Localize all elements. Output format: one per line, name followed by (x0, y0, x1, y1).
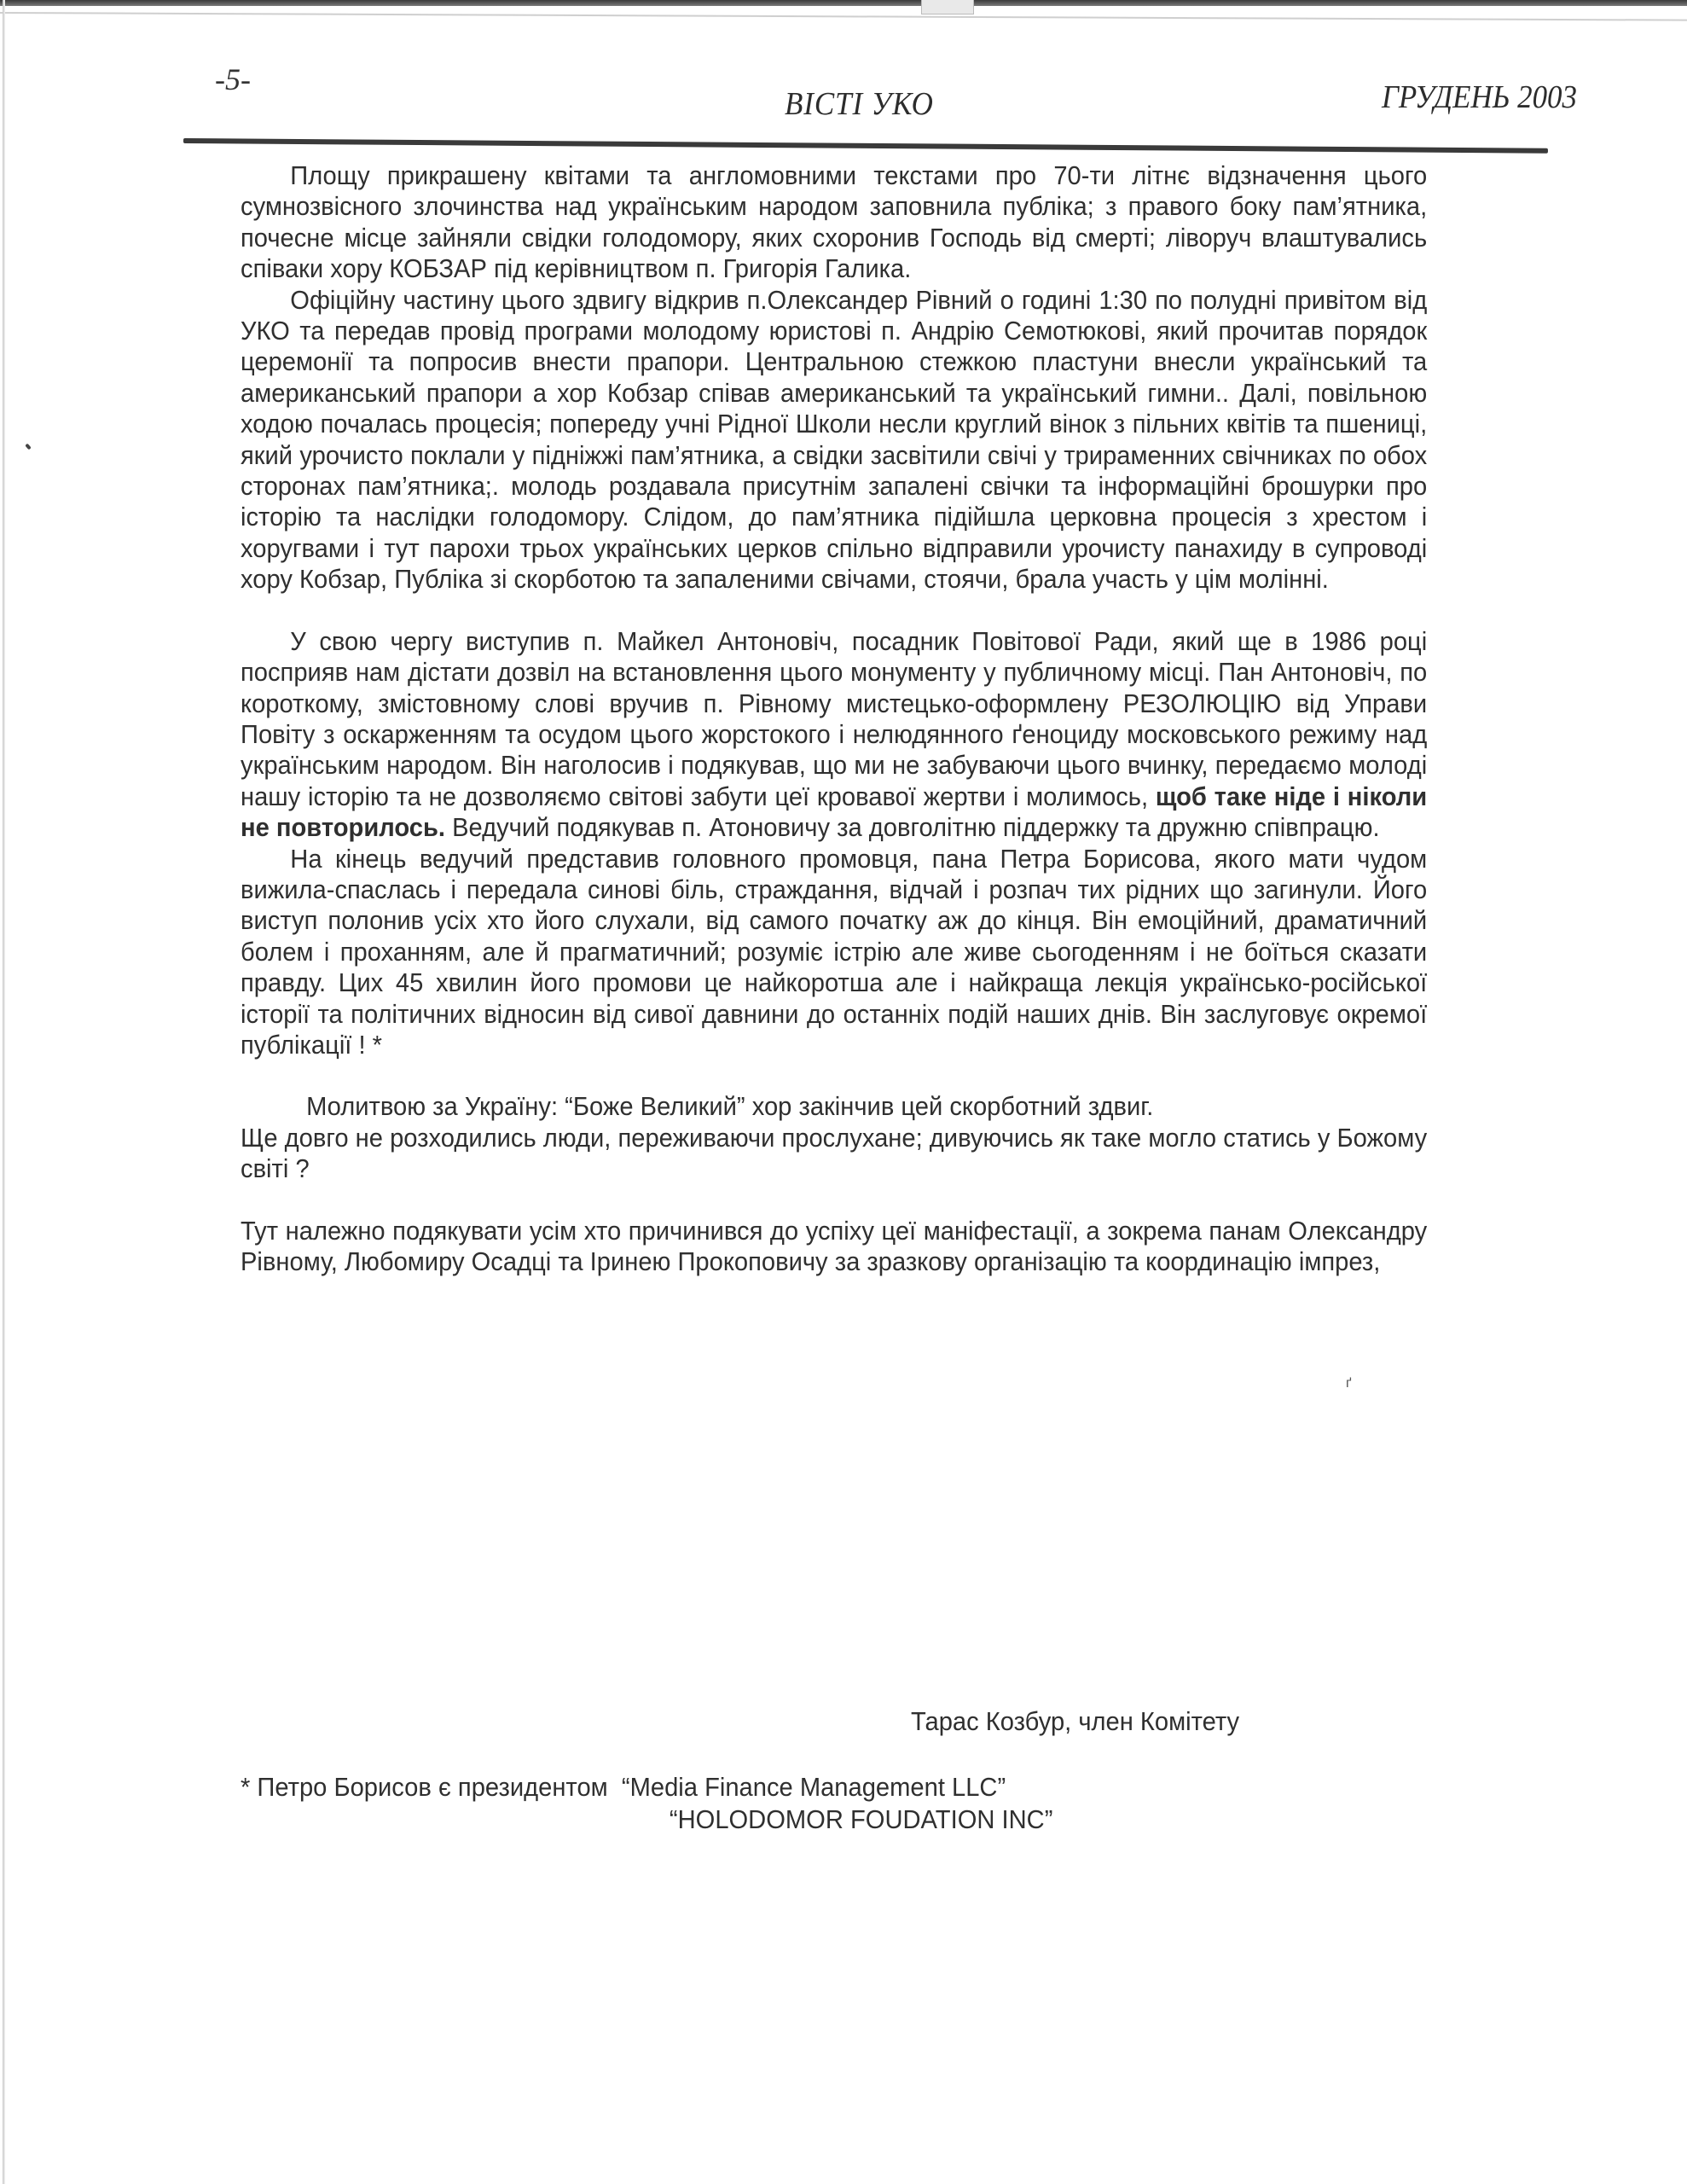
footnote (241, 1771, 1052, 1836)
paragraph-1: Площу прикрашену квітами та англомовними текстами про 70-ти літнє відзначення цього сумнозвісного злочинства над українським народом заповнила публіка; з правого боку пам’ятника, почесне місце зайняли свідки голодомору, яких схоронив Господь від смерті; ліворуч влаштувались співаки хору КОБЗАР під керівництвом п. Григорія Галика. (241, 160, 1428, 284)
header-rule (183, 138, 1548, 154)
paragraph-3-bold: щоб таке ніде і ніколи не повторилось. (241, 781, 1428, 843)
paragraph-3-tail: Ведучий подякував п. Атоновичу за довголітню піддержку та дружню співпрацю. (452, 812, 1380, 843)
footnote-line-1 (241, 1771, 1052, 1804)
tape-mark (921, 0, 974, 15)
article-body (241, 160, 1427, 1277)
footnote-company-2: “HOLODOMOR FOUDATION INC” (669, 1804, 1053, 1834)
scan-edge-line (0, 12, 1687, 21)
paragraph-4: На кінець ведучий представив головного промовця, пана Петра Борисова, якого мати чудом вижила-спаслась і передала синові біль, страждання, відчай і розпач тих рідних що загинули. Його виступ полонив усіх хто його слухали, від самого початку аж до кінця. Він емоційний, драматичний болем і проханням, але й прагматичний; розуміє істрію але живе сьогоденням і не боїться сказати правду. Цих 45 хвилин його промови це найкоротша але і найкраща лекція українсько-російської історії та політичних відносин від сивої давнини до останніх подій наших днів. Він заслуговує окремої публікації ! * (241, 843, 1428, 1060)
scan-edge-top (0, 0, 1687, 6)
footnote-prefix: * Петро Борисов є президентом (241, 1772, 608, 1802)
paragraph-3 (241, 626, 1427, 844)
footnote-line-2 (241, 1804, 1052, 1836)
paragraph-3-text: У свою чергу виступив п. Майкел Антоновіч, посадник Повітової Ради, який ще в 1986 році посприяв нам дістати дозвіл на встановлення цього монументу у публичному місці. Пан Антоновіч, по короткому, змістовному слові вручив п. Рівному мистецько-оформлену РЕЗОЛЮЦІЮ від Управи Повіту з оскарженням та осудом цього жорстокого і нелюдянного ґеноциду московського режиму над українським народом. Він наголосив і подякував, що ми не забуваючи цього вчинку, передаємо молоді нашу історію та не дозволяємо світові забути цеї кровавої жертви і молимось, (241, 625, 1428, 811)
paragraph-2: Офіційну частину цього здвигу відкрив п.Олександер Рівний о годині 1:30 по полудні привітом від УКО та передав провід програми молодому юристові п. Андрію Семотюкові, який прочитав порядок церемонії та попросив внести прапори. Центральною стежкою пластуни внесли український та американський прапори а хор Кобзар співав американський та український гимни.. Далі, повільною ходою почалась процесія; попереду учні Рідної Школи несли круглий вінок з пільних квітів та пшениці, який урочисто поклали у підніжжі пам’ятника, а свідки засвітили свічі у трираменних свічниках по обох сторонах пам’ятника;. молодь роздавала присутнім запалені свічки та інформаційні брошурки про історію та наслідки голодомору. Слідом, до пам’ятника підійшла церковна процесія з хрестом і хоругвами і тут парохи трьох українських церков спільно відправили урочисту панахиду в супроводі хору Кобзар, Публіка зі скорботою та запаленими свічами, стоячи, брала участь у цім молінні. (241, 284, 1428, 595)
page-number: -5- (215, 62, 251, 96)
scan-edge-left (3, 0, 5, 2184)
paragraph-7: Тут належно подякувати усім хто причинився до успіху цеї маніфестації, а зокрема панам Олександру Рівному, Любомиру Осадці та Іринею Прокоповичу за зразкову організацію та координацію імпрез, (241, 1215, 1428, 1276)
issue-date: ГРУДЕНЬ 2003 (1382, 79, 1578, 115)
footnote-company-1: “Media Finance Management LLC” (621, 1772, 1006, 1802)
author-signature: Тарас Козбур, член Комітету (911, 1706, 1240, 1736)
scan-speck (25, 444, 32, 450)
stray-mark: ґ (1346, 1376, 1352, 1391)
publication-title: ВІСТІ УКО (785, 86, 934, 122)
paragraph-5: Молитвою за Україну: “Боже Великий” хор закінчив цей скорботний здвиг. (306, 1091, 1154, 1122)
paragraph-6: Ще довго не розходились люди, переживаючи прослухане; дивуючись як таке могло статись у Божому світі ? (241, 1122, 1428, 1184)
